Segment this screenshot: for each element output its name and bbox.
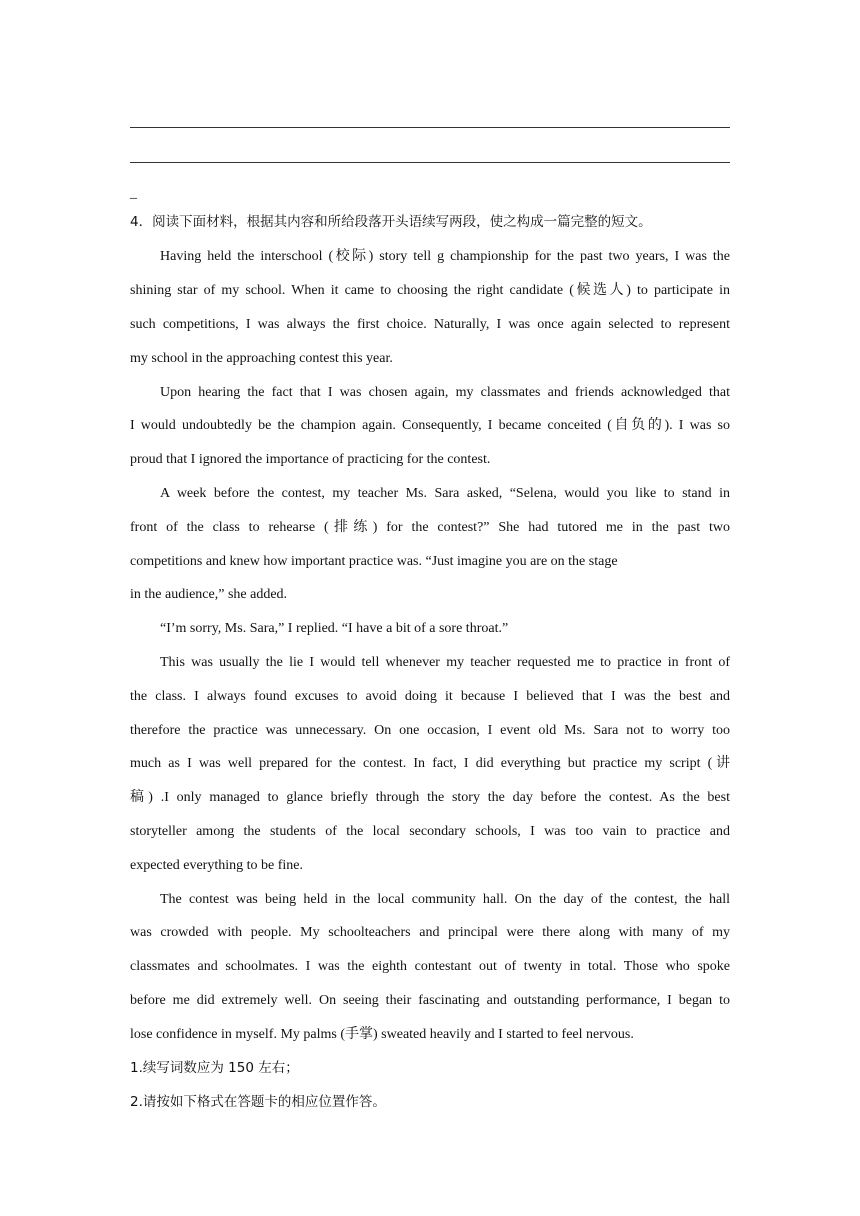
paragraph-line: was crowded with people. My schoolteachers and principal were there along with many of my — [130, 925, 730, 940]
requirement-item: 2.请按如下格式在答题卡的相应位置作答。 — [130, 1094, 386, 1110]
paragraph-line: therefore the practice was unnecessary. On one occasion, I event old Ms. Sara not to worry too — [130, 723, 730, 738]
paragraph-line: A week before the contest, my teacher Ms. Sara asked, “Selena, would you like to stand in — [160, 486, 730, 501]
paragraph-line: classmates and schoolmates. I was the eighth contestant out of twenty in total. Those who spoke — [130, 959, 730, 974]
paragraph-line: much as I was well prepared for the contest. In fact, I did everything but practice my script (讲 — [130, 756, 730, 771]
question-heading: 4．阅读下面材料，根据其内容和所给段落开头语续写两段，使之构成一篇完整的短文。 — [130, 214, 652, 230]
requirement-item: 1.续写词数应为 150 左右； — [130, 1060, 299, 1076]
answer-line-tail: _ — [130, 186, 137, 201]
paragraph-line: The contest was being held in the local community hall. On the day of the contest, the hall — [160, 892, 730, 907]
paragraph-line: the class. I always found excuses to avoid doing it because I believed that I was the best and — [130, 689, 730, 704]
answer-line — [130, 127, 730, 128]
paragraph-line: before me did extremely well. On seeing their fascinating and outstanding performance, I began to — [130, 993, 730, 1008]
paragraph-line: shining star of my school. When it came to choosing the right candidate (候选人) to participate in — [130, 283, 730, 298]
paragraph-line: expected everything to be fine. — [130, 858, 303, 873]
paragraph-line: 稿) .I only managed to glance briefly through the story the day before the contest. As the best — [130, 790, 730, 805]
paragraph-line: This was usually the lie I would tell whenever my teacher requested me to practice in front of — [160, 655, 730, 670]
paragraph-line: in the audience,” she added. — [130, 587, 288, 602]
paragraph-line: front of the class to rehearse (排练) for the contest?” She had tutored me in the past two — [130, 520, 730, 535]
paragraph-line: Upon hearing the fact that I was chosen again, my classmates and friends acknowledged that — [160, 385, 730, 400]
paragraph-line: competitions and knew how important practice was. “Just imagine you are on the stage — [130, 554, 618, 569]
paragraph-line: I would undoubtedly be the champion again. Consequently, I became conceited (自负的). I was so — [130, 418, 730, 433]
paragraph-line: “I’m sorry, Ms. Sara,” I replied. “I have a bit of a sore throat.” — [160, 621, 509, 636]
paragraph-line: such competitions, I was always the first choice. Naturally, I was once again selected to represent — [130, 317, 730, 332]
answer-line — [130, 162, 730, 163]
paragraph-line: Having held the interschool (校际) story tell g championship for the past two years, I was the — [160, 249, 730, 264]
paragraph-line: my school in the approaching contest this year. — [130, 351, 393, 366]
paragraph-line: proud that I ignored the importance of practicing for the contest. — [130, 452, 491, 467]
paragraph-line: lose confidence in myself. My palms (手掌) sweated heavily and I started to feel nervous. — [130, 1027, 634, 1042]
paragraph-line: storyteller among the students of the local secondary schools, I was too vain to practice and — [130, 824, 730, 839]
